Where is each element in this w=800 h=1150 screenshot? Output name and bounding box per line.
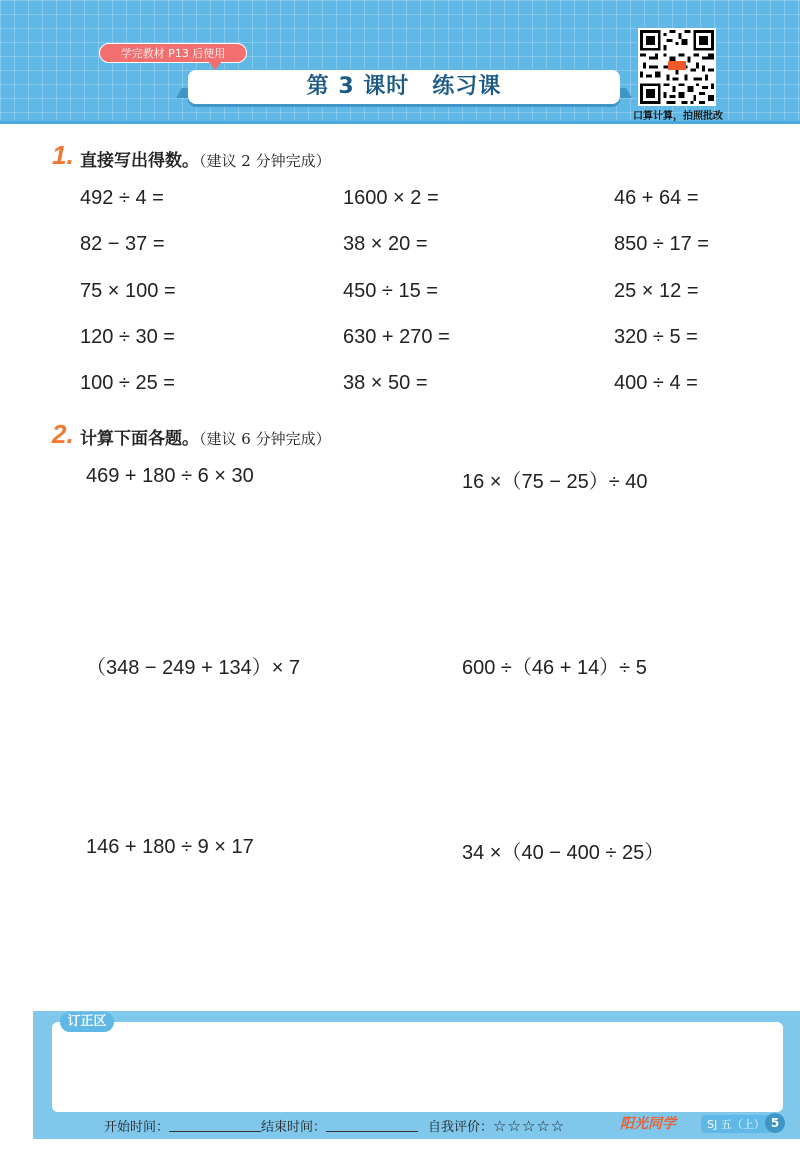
calc-problem: 600 ÷（46 + 14）÷ 5: [462, 657, 647, 679]
calc-problem: 469 + 180 ÷ 6 × 30: [86, 465, 254, 487]
grade-badge: SJ 五（上）: [701, 1115, 771, 1133]
self-rating-label: 自我评价：: [428, 1120, 494, 1135]
end-time-blank[interactable]: [326, 1119, 418, 1132]
start-time-blank[interactable]: [169, 1119, 261, 1132]
oral-problem: 630 + 270 =: [343, 326, 450, 348]
oral-problem: 25 × 12 =: [614, 280, 699, 302]
oral-problem: 38 × 20 =: [343, 233, 428, 255]
calc-problem: 16 ×（75 − 25）÷ 40: [462, 471, 648, 493]
oral-problem: 46 + 64 =: [614, 187, 699, 209]
oral-problem: 320 ÷ 5 =: [614, 326, 698, 348]
rating-stars-icon[interactable]: ☆☆☆☆☆: [493, 1117, 566, 1135]
section-2-heading: 计算下面各题。: [80, 429, 199, 449]
usage-tag: 学完教材 P13 后使用: [99, 43, 247, 63]
section-2-title: [80, 424, 331, 449]
oral-problem: 400 ÷ 4 =: [614, 372, 698, 394]
page-number: 5: [765, 1113, 785, 1133]
start-time-label: 开始时间：: [104, 1120, 170, 1135]
section-1-number: 1.: [52, 140, 74, 170]
end-time: [261, 1116, 418, 1135]
qr-code-icon[interactable]: [638, 28, 716, 106]
calc-problem: 146 + 180 ÷ 9 × 17: [86, 836, 254, 858]
oral-problem: 850 ÷ 17 =: [614, 233, 709, 255]
usage-tag-pointer: [208, 61, 222, 70]
end-time-label: 结束时间：: [261, 1120, 327, 1135]
oral-problem: 450 ÷ 15 =: [343, 280, 438, 302]
section-2-time-note: （建议 6 分钟完成）: [199, 430, 331, 448]
section-2-number: 2.: [52, 419, 74, 449]
oral-problem: 38 × 50 =: [343, 372, 428, 394]
oral-problem: 1600 × 2 =: [343, 187, 439, 209]
oral-problem: 492 ÷ 4 =: [80, 187, 164, 209]
qr-caption: 口算计算，拍照批改: [633, 111, 723, 122]
oral-problem: 82 − 37 =: [80, 233, 165, 255]
brand-logo: 阳光同学: [620, 1116, 676, 1132]
self-rating: [428, 1116, 565, 1135]
lesson-title: 第 3 课时 练习课: [306, 74, 502, 99]
calc-problem: （348 − 249 + 134）× 7: [86, 657, 301, 679]
oral-problem: 120 ÷ 30 =: [80, 326, 175, 348]
correction-label: 订正区: [60, 1012, 114, 1032]
section-1-time-note: （建议 2 分钟完成）: [199, 152, 331, 170]
oral-problem: 75 × 100 =: [80, 280, 176, 302]
calc-problem: 34 ×（40 − 400 ÷ 25）: [462, 842, 665, 864]
correction-writing-box[interactable]: [52, 1022, 783, 1112]
start-time: [104, 1116, 261, 1135]
oral-problem: 100 ÷ 25 =: [80, 372, 175, 394]
section-1-heading: 直接写出得数。: [80, 151, 199, 171]
section-1-title: [80, 146, 331, 171]
